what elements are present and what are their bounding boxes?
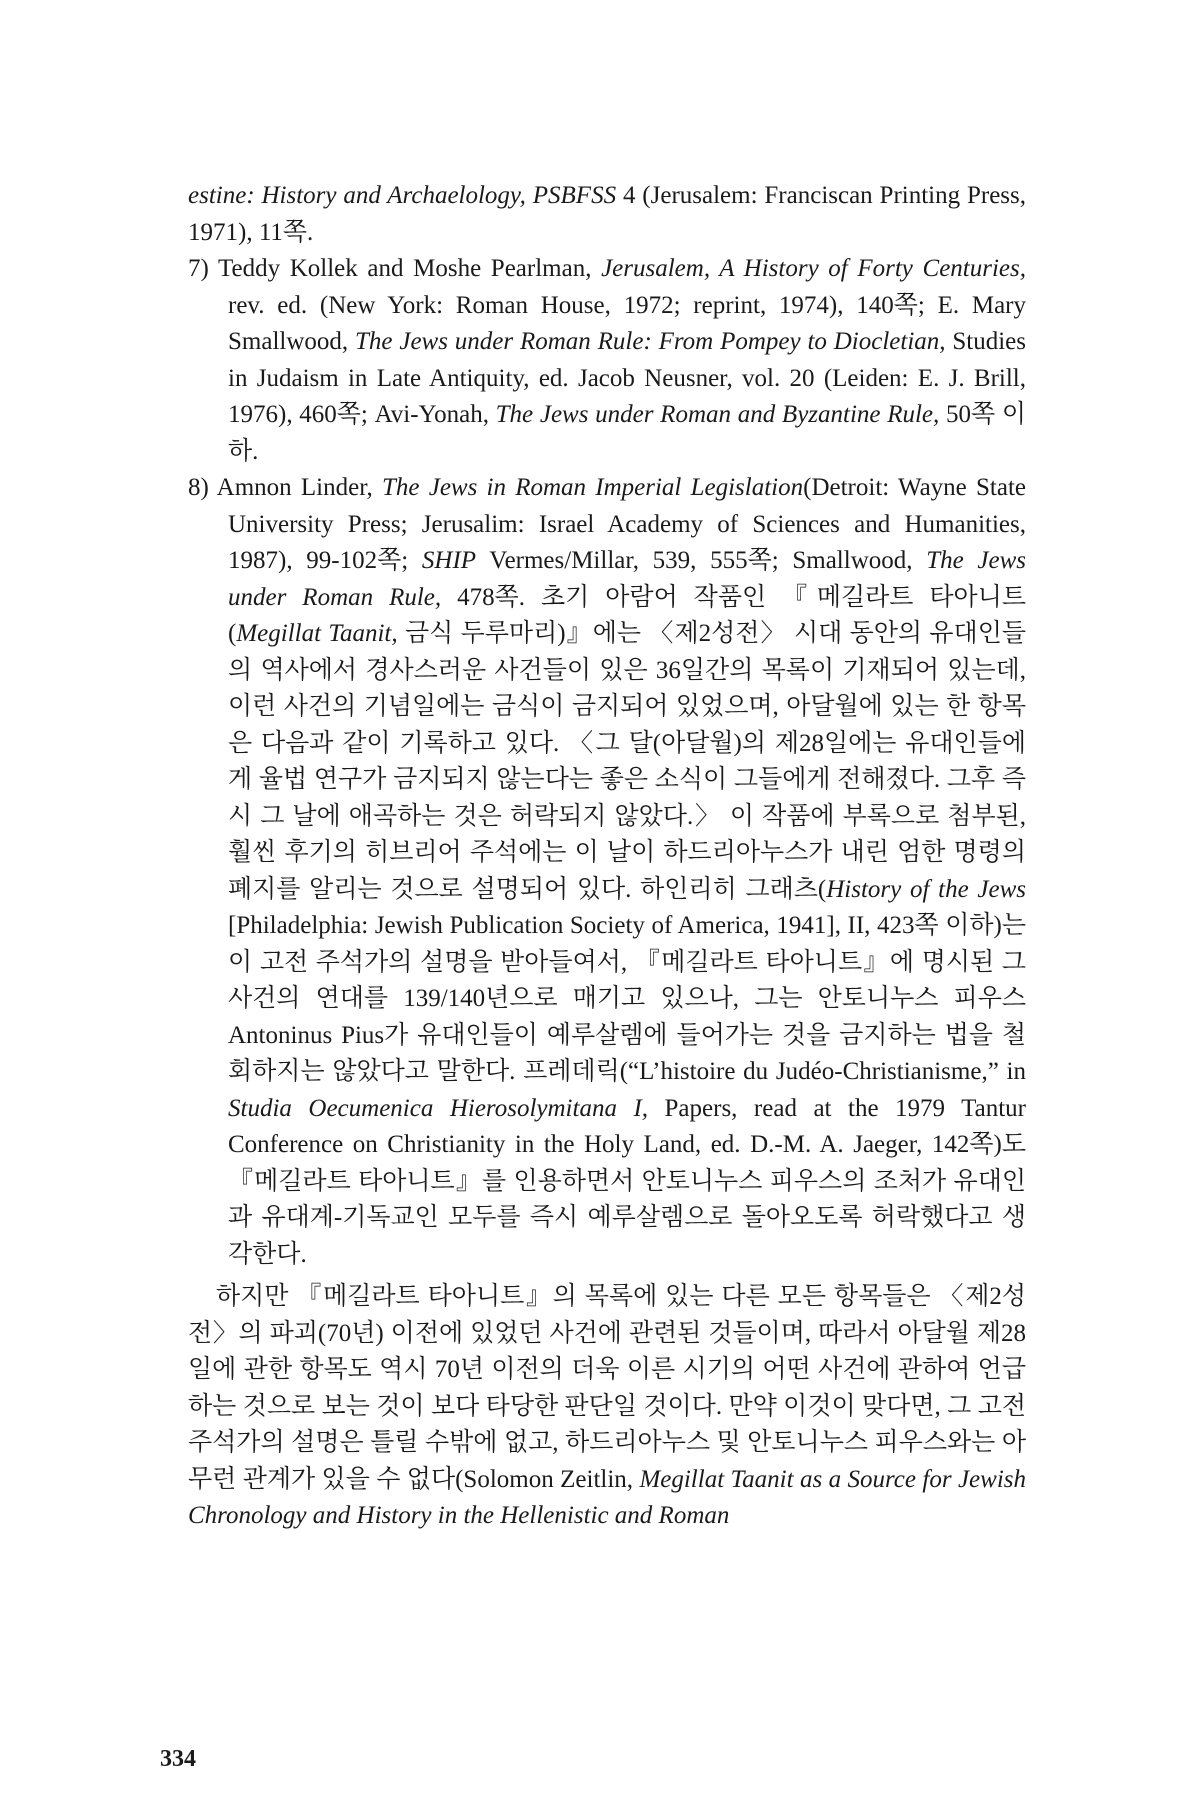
footnote-number: 7) (188, 255, 218, 282)
footnote-number: 8) (188, 474, 217, 501)
page-number: 334 (160, 1746, 196, 1772)
footnote-text: Teddy Kollek and Moshe Pearlman, (218, 255, 602, 282)
footnote-text: 478쪽. 초기 아람어 작품인 『메길라트 타아니트( (228, 583, 1026, 647)
footnote-italic-title: The Jews under Roman and Byzantine Rule, (495, 401, 940, 428)
footnote-text: 금식 두루마리)』에는 〈제2성전〉 시대 동안의 유대인들의 역사에서 경사스러운 사건들이 있은 36일간의 목록이 기재되어 있는데, 이런 사건의 기념일에는 금식이 금지되어 있었으며, 아달월에 있는 한 항목은 다음과 같이 기록하고 있다. 〈그 달(아달월)의 제28일에는 유대인들에게 율법 연구가 금지되지 않는다는 좋은 소식이 그들에게 전해졌다. 그후 즉시 그 날에 애곡하는 것은 허락되지 않았다.〉 이 작품에 부록으로 첨부된, 훨씬 후기의 히브리어 주석에는 이 날이 하드리아누스가 내린 엄한 명령의 폐지를 알리는 것으로 설명되어 있다. 하인리히 그래츠( (228, 620, 1026, 903)
paragraph-italic-title: Megillat Taanit as a Source for Jewish Chronology and History in the Hellenistic and Roman (188, 1465, 1026, 1529)
footnote-6-continuation (188, 178, 1026, 251)
footnote-italic-title: SHIP (421, 547, 477, 574)
footnote-text: (Detroit: Wayne State University Press; Jerusalim: Israel Academy of Sciences and Humanities, 1987), 99-102쪽; (228, 474, 1026, 574)
paragraph-text: 하지만 『메길라트 타아니트』의 목록에 있는 다른 모든 항목들은 〈제2성전〉의 파괴(70년) 이전에 있었던 사건에 관련된 것들이며, 따라서 아달월 제28일에 관한 항목도 역시 70년 이전의 더욱 이른 시기의 어떤 사건에 관하여 언급하는 것으로 보는 것이 보다 타당한 판단일 것이다. 만약 이것이 맞다면, 그 고전 주석가의 설명은 틀릴 수밖에 없고, 하드리아누스 및 안토니누스 피우스와는 아무런 관계가 있을 수 없다(Solomon Zeitlin, (188, 1283, 1026, 1493)
footnote-text: Vermes/Millar, 539, 555쪽; Smallwood, (476, 547, 927, 574)
footnote-8 (188, 470, 1026, 1273)
footnote-italic-title: Megillat Taanit, (236, 620, 398, 647)
body-paragraph (188, 1279, 1026, 1535)
footnote-italic-title: Jerusalem, A History of Forty Centuries, (601, 255, 1026, 282)
footnote-text: Studies in Judaism in Late Antiquity, ed. Jacob Neusner, vol. 20 (Leiden: E. J. Brill, 1976), 460쪽; Avi-Yonah, (228, 328, 1026, 428)
footnote-italic-title: The Jews under Roman Rule: From Pompey to Diocletian, (355, 328, 946, 355)
footnote-italic-title: The Jews under Roman Rule, (228, 547, 1026, 611)
footnote-italic-title: estine: History and Archaelology, PSBFSS (188, 182, 617, 209)
footnote-italic-title: History of the Jews (826, 875, 1026, 903)
footnote-text: 4 (Jerusalem: Franciscan Printing Press, 1971), 11쪽. (188, 182, 1027, 246)
footnote-text: Papers, read at the 1979 Tantur Conference on Christianity in the Holy Land, ed. D.-M. A. Jaeger, 142쪽)도 『메길라트 타아니트』를 인용하면서 안토니누스 피우스의 조처가 유대인과 유대계-기독교인 모두를 즉시 예루살렘으로 돌아오도록 허락했다고 생각한다. (228, 1094, 1026, 1268)
footnote-italic-title: The Jews in Roman Imperial Legislation (382, 474, 804, 501)
footnote-italic-title: Studia Oecumenica Hierosolymitana I, (228, 1094, 649, 1122)
footnote-text: 50쪽 이하. (228, 401, 1026, 465)
footnote-text: Amnon Linder, (216, 474, 383, 501)
footnote-text: rev. ed. (New York: Roman House, 1972; reprint, 1974), 140쪽; E. Mary Smallwood, (228, 291, 1026, 355)
footnote-text-block (188, 178, 1026, 1535)
footnote-text: [Philadelphia: Jewish Publication Society of America, 1941], II, 423쪽 이하)는 이 고전 주석가의 설명을 받아들여서, 『메길라트 타아니트』에 명시된 그 사건의 연대를 139/140년으로 매기고 있으나, 그는 안토니누스 피우스 Antoninus Pius가 유대인들이 예루살렘에 들어가는 것을 금지하는 법을 철회하지는 않았다고 말한다. 프레데릭(“L’histoire du Judéo-Christianisme,” in (228, 912, 1026, 1085)
footnote-7 (188, 251, 1026, 470)
